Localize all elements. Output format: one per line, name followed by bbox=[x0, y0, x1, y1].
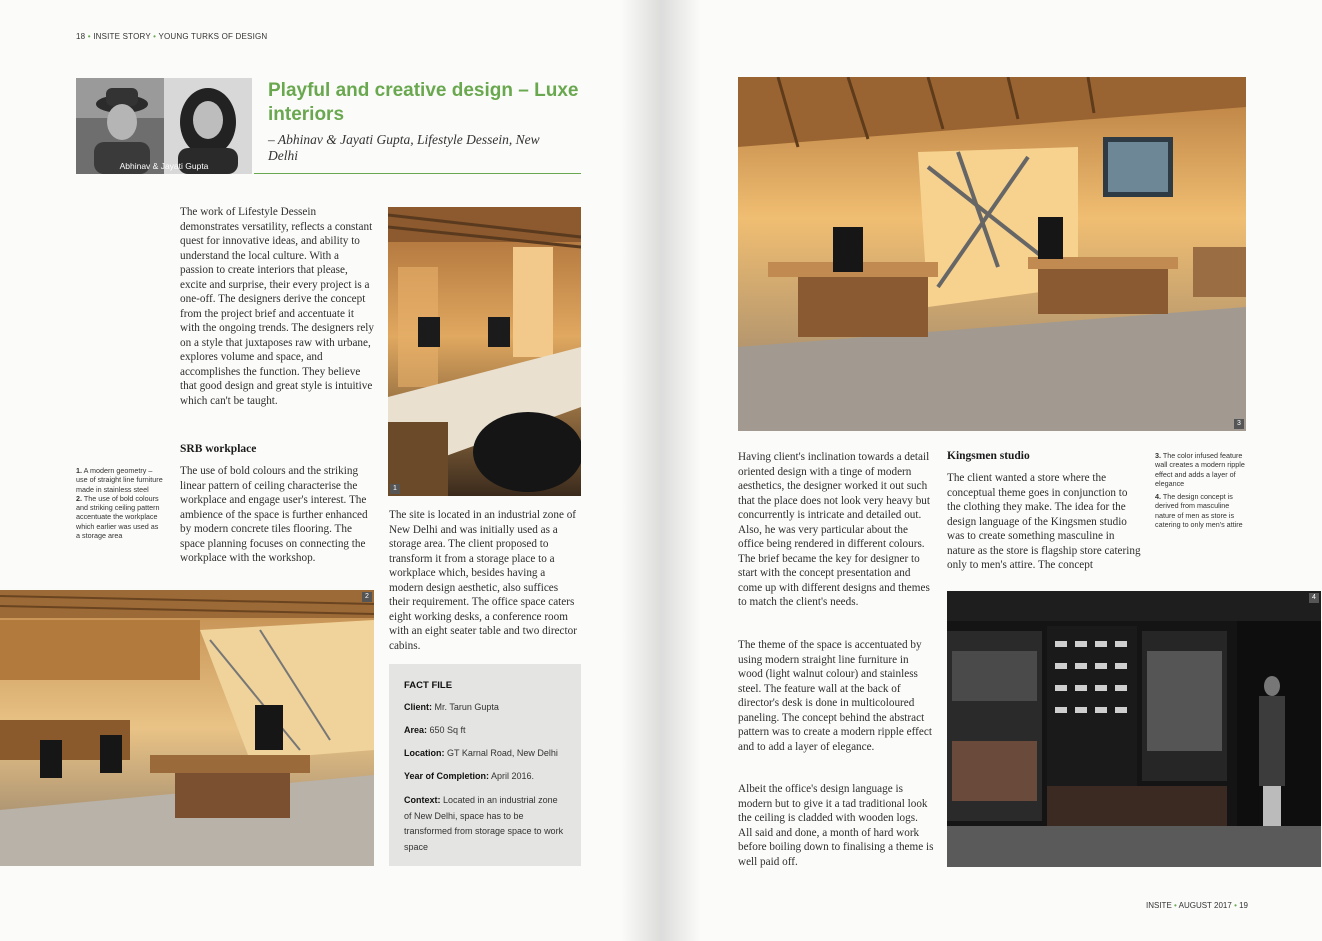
fact-file-box bbox=[389, 664, 581, 866]
intro-paragraph: The work of Lifestyle Dessein demonstrates versatility, reflects a constant quest for innovative ideas, and ability to understand the local culture. With a passion to create interiors that please, excite and surprise, their every project is a one-off. The designers derive the concept from the project brief and accentuate it with the ongoing trends. The designers rely on a style that juxtaposes raw with urbane, explores volume and space, and accomplishes the function. They believe that good design and great style is intuitive which can't be taught. bbox=[180, 206, 374, 407]
title-divider bbox=[254, 173, 581, 174]
srb-paragraph: The use of bold colours and the striking linear pattern of ceiling characterise the workplace and engage user's interest. The ambience of the space is further enhanced by modern concrete tiles flooring. The space planning focuses on connecting the workplace with the workshop. bbox=[180, 465, 368, 564]
issue-date: AUGUST 2017 bbox=[1178, 901, 1232, 910]
fact-area: Area: 650 Sq ft bbox=[404, 725, 466, 735]
site-paragraph: The site is located in an industrial zone of New Delhi and was initially used as a storage area. The client proposed to transform it from a storage place to a workplace which, besides having a modern design aesthetic, also suffices their requirement. The office space caters eight working desks, a conference room with an eight seater table and two director cabins. bbox=[389, 509, 577, 652]
caption-note-4: 4. The design concept is derived from masculine nature of men as store is catering to only men's attire bbox=[1155, 492, 1243, 530]
caption-notes-right bbox=[1155, 451, 1245, 529]
portrait-caption: Abhinav & Jayati Gupta bbox=[119, 161, 209, 171]
article-title: Playful and creative design – Luxe interiors bbox=[268, 80, 579, 125]
photo-director-cabin bbox=[738, 77, 1246, 431]
page-number: 18 bbox=[76, 32, 86, 41]
subhead-kingsmen-studio: Kingsmen studio bbox=[947, 450, 1030, 462]
photo-number-4: 4 bbox=[1309, 593, 1319, 603]
photo-number-3: 3 bbox=[1234, 419, 1244, 429]
page-number: 19 bbox=[1239, 901, 1248, 910]
design-paragraph-1: Having client's inclination towards a detail oriented design with a tinge of modern aesthetics, the designer worked it out such that the place does not look very heavy but concurrently is intricate and detailed out. Also, he was very particular about the office being rendered in different colours. The brief became the key for designer to start with the concept presentation and come up with different designs and themes to match the client's needs. bbox=[738, 451, 930, 608]
caption-note-3: 3. The color infused feature wall creates a modern ripple effect and adds a layer of elegance bbox=[1155, 451, 1245, 488]
caption-note-1: 1. A modern geometry – use of straight line furniture made in stainless steel bbox=[76, 466, 163, 494]
fact-year: Year of Completion: April 2016. bbox=[404, 771, 535, 781]
fact-location: Location: GT Karnal Road, New Delhi bbox=[404, 748, 558, 758]
kingsmen-paragraph: The client wanted a store where the conceptual theme goes in conjunction to the clothing they make. The idea for the design language of the Kingsmen studio was to create something masculine in nature as the store is flagship store catering only to men's attire. The concept bbox=[947, 472, 1141, 571]
photo-number-1: 1 bbox=[390, 484, 400, 494]
subhead-srb-workplace: SRB workplace bbox=[180, 443, 257, 455]
fact-file-title: FACT FILE bbox=[404, 680, 453, 691]
design-paragraph-2: The theme of the space is accentuated by using modern straight line furniture in wood (light walnut colour) and stainless steel. The feature wall at the back of director's desk is done in multicoloured paneling. The concept behind the abstract pattern was to create a modern ripple effect and to add a layer of elegance. bbox=[738, 639, 932, 753]
caption-notes bbox=[76, 466, 164, 540]
fact-client: Client: Mr. Tarun Gupta bbox=[404, 702, 499, 712]
magazine-name: INSITE bbox=[1146, 901, 1172, 910]
byline: – Abhinav & Jayati Gupta, Lifestyle Dessein, New Delhi bbox=[268, 132, 540, 163]
story-name: YOUNG TURKS OF DESIGN bbox=[158, 32, 268, 41]
design-paragraph-3: Albeit the office's design language is modern but to give it a tad traditional look the ceiling is cladded with wooden logs. All said and done, a month of hard work before boiling down to finalising a theme is well paid off. bbox=[738, 783, 934, 868]
right-page bbox=[661, 0, 1322, 941]
gutter-shadow bbox=[661, 0, 701, 941]
gutter-shadow bbox=[621, 0, 661, 941]
caption-note-2: 2. The use of bold colours and striking ceiling pattern accentuate the workplace which earlier was used as a storage area bbox=[76, 493, 160, 541]
photo-kingsmen-store bbox=[947, 591, 1321, 867]
running-head: 18 • INSITE STORY • YOUNG TURKS OF DESIGN bbox=[76, 32, 268, 41]
photo-number-2: 2 bbox=[362, 592, 372, 602]
photo-workplace bbox=[0, 590, 374, 866]
section-name: INSITE STORY bbox=[93, 32, 151, 41]
photo-conference-room bbox=[388, 207, 581, 496]
folio: INSITE • AUGUST 2017 • 19 bbox=[1146, 901, 1248, 910]
fact-context: Context: Located in an industrial zone of New Delhi, space has to be transformed from storage space to work space bbox=[404, 795, 564, 852]
